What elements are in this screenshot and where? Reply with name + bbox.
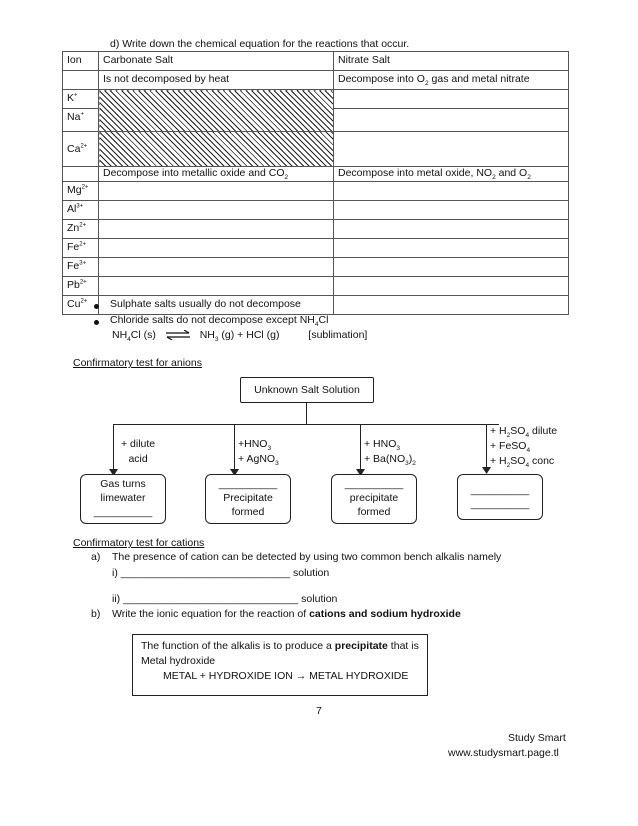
unknown-salt-box: Unknown Salt Solution (240, 377, 374, 403)
col-header-ion: Ion (63, 52, 99, 71)
ion-cell: K+ (63, 90, 99, 109)
footer-url: www.studysmart.page.tl (448, 747, 559, 759)
arrow-right-icon: → (295, 670, 307, 682)
alkali-function-box: The function of the alkalis is to produce a precipitate that is Metal hydroxide METAL + HYDROXIDE ION → METAL HYDROXIDE (132, 634, 428, 696)
reagent-hno3-bano3: + $HNO_3$ + $Ba(NO_3)_2$ (364, 438, 416, 468)
cations-a-text: The presence of cation can be detected by using two common bench alkalis namely (112, 551, 502, 563)
item-label-b: b) (91, 608, 101, 620)
instruction-d: d) Write down the chemical equation for the reactions that occur. (110, 38, 410, 50)
reagent-hno3-agno3: $+HNO_3$ + AgNO$_3$ (238, 438, 279, 468)
result-box-carbonate: Gas turns limewater __________ (80, 474, 166, 524)
ion-cell: $Fe^{3+}$ (63, 258, 99, 277)
col-header-carbonate: Carbonate Salt (99, 52, 334, 71)
cations-heading: Confirmatory test for cations (73, 537, 205, 549)
item-label-a: a) (91, 551, 101, 563)
ion-cell: $Ca^{2+}$ (63, 132, 99, 167)
carbonate-note-2: Decompose into metallic oxide and $CO_2$ (99, 167, 334, 182)
reagent-h2so4-feso4: + $H_2SO_4$ dilute + FeSO$_4$ + $H_2SO_4$ conc (490, 425, 558, 470)
page-number: 7 (316, 705, 322, 717)
sublimation-equation: $NH_4Cl$ (s) $NH_3$ (g) + HCl (g) [sublimation] (112, 329, 368, 344)
result-box-chloride: __________ Precipitate formed (205, 474, 291, 524)
alkali-i-blank: i) _____________________________ solution (112, 567, 330, 579)
cations-b-text: Write the ionic equation for the reaction of cations and sodium hydroxide (112, 608, 461, 620)
ion-cell: Na+ (63, 109, 99, 132)
footer-brand: Study Smart (508, 732, 566, 744)
anions-heading: Confirmatory test for anions (73, 357, 202, 369)
ion-cell: $Fe^{2+}$ (63, 239, 99, 258)
nitrate-note-2: Decompose into metal oxide, $NO_2$ and $O_2$ (334, 167, 569, 182)
ion-cell: $Zn^{2+}$ (63, 220, 99, 239)
nitrate-note-1: Decompose into $O_2$ gas and metal nitrate (334, 71, 569, 90)
bullet-chloride: Chloride salts do not decompose except $NH_4Cl$ (110, 314, 329, 329)
result-box-sulphate: __________ precipitate formed (331, 474, 417, 524)
alkali-ii-blank: ii) ______________________________ solution (112, 593, 338, 605)
ion-cell: $Al^{3+}$ (63, 201, 99, 220)
ion-cell: $Mg^{2+}$ (63, 182, 99, 201)
ion-cell: $Pb^{2+}$ (63, 277, 99, 296)
col-header-nitrate: Nitrate Salt (334, 52, 569, 71)
result-box-nitrate: __________ __________ (457, 474, 543, 520)
reagent-dilute-acid: + dilute acid (121, 438, 156, 465)
bullet-sulphate: Sulphate salts usually do not decompose (110, 298, 301, 310)
ion-cell: $Cu^{2+}$ (63, 296, 99, 315)
carbonate-note-1: Is not decomposed by heat (99, 71, 334, 90)
